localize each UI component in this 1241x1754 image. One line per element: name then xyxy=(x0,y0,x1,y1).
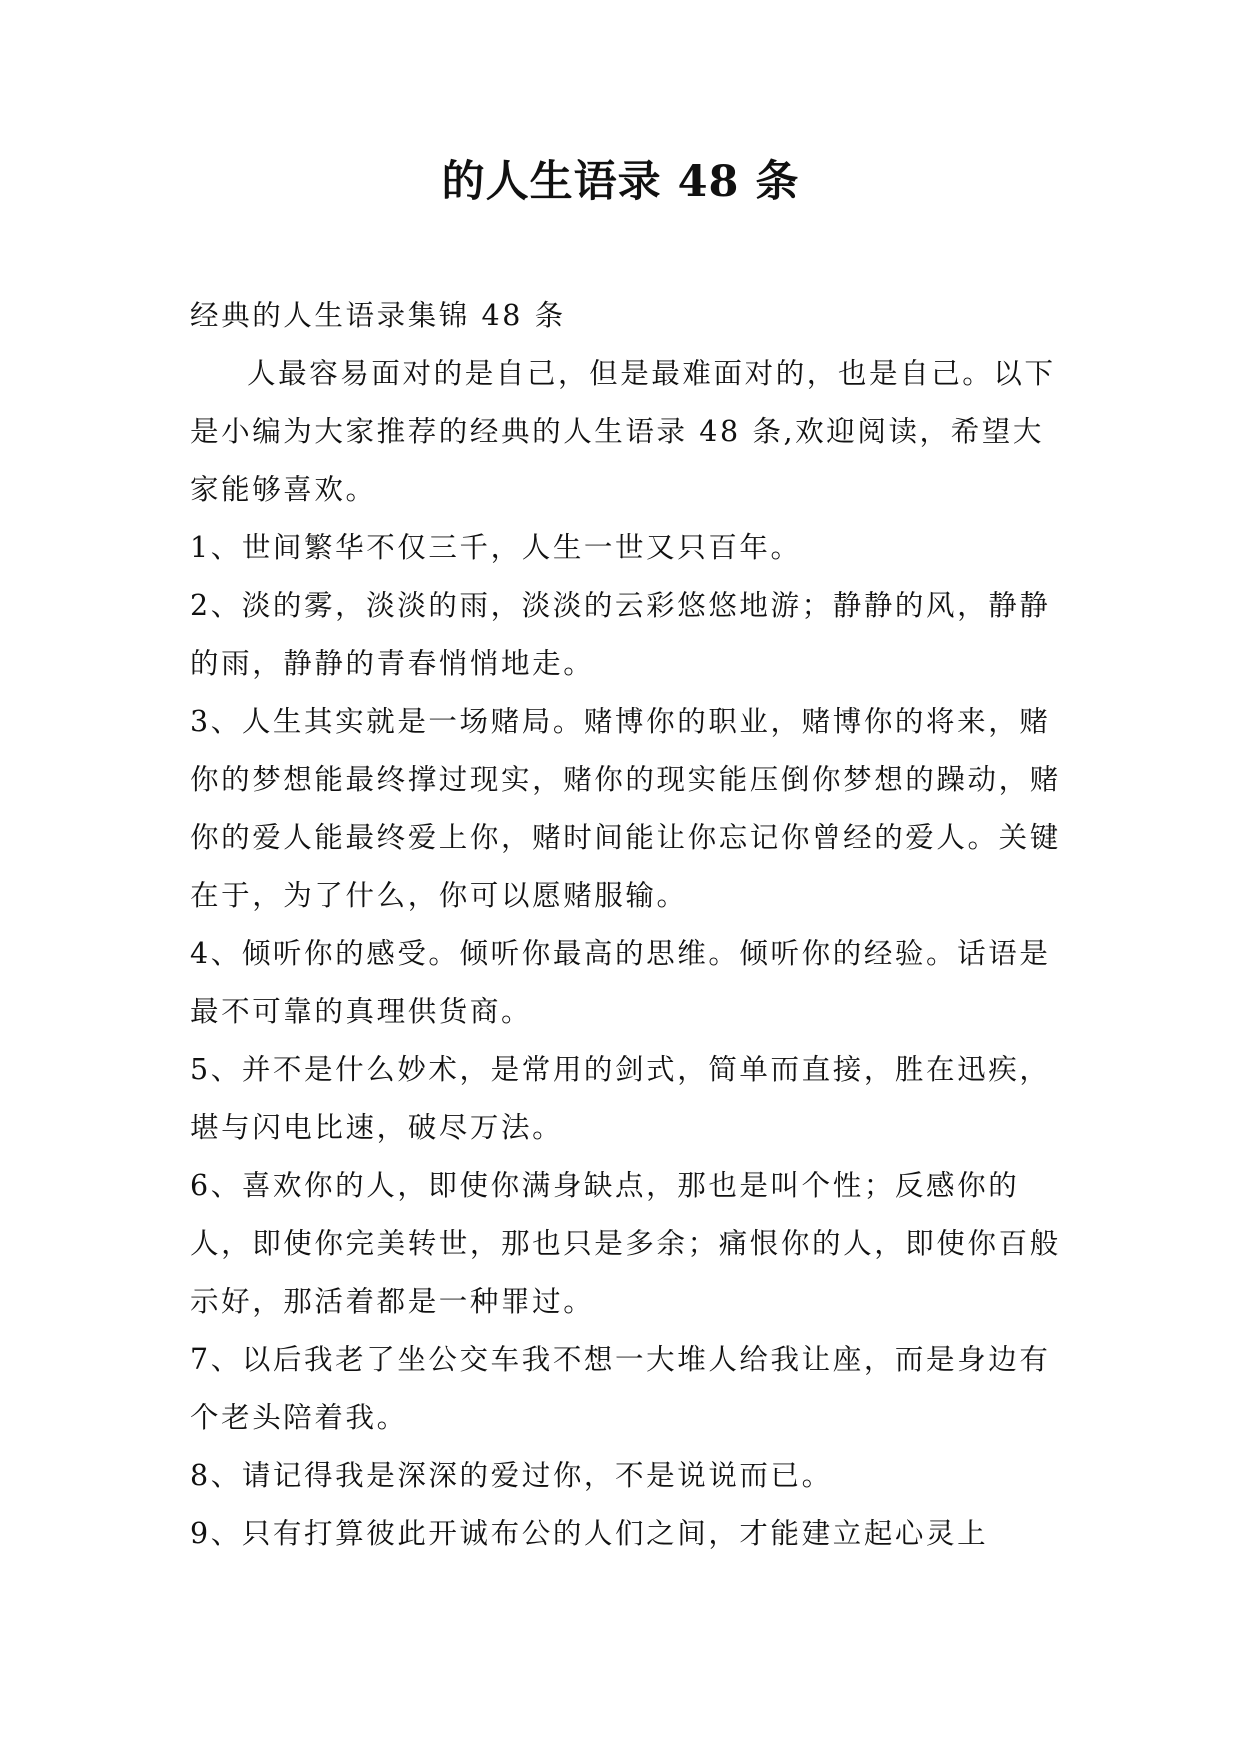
quote-item-2: 2、淡的雾，淡淡的雨，淡淡的云彩悠悠地游；静静的风，静静的雨，静静的青春悄悄地走。 xyxy=(190,589,1051,680)
quote-item-3: 3、人生其实就是一场赌局。赌博你的职业，赌博你的将来，赌你的梦想能最终撑过现实，赌你的现实能压倒你梦想的躁动，赌你的爱人能最终爱上你，赌时间能让你忘记你曾经的爱人。关键在于，为了什么，你可以愿赌服输。 xyxy=(190,705,1061,912)
document-subtitle: 经典的人生语录集锦 48 条 xyxy=(190,299,566,332)
quote-item-4: 4、倾听你的感受。倾听你最高的思维。倾听你的经验。话语是最不可靠的真理供货商。 xyxy=(190,937,1051,1028)
quote-item-8: 8、请记得我是深深的爱过你，不是说说而已。 xyxy=(190,1459,833,1492)
quote-item-7: 7、以后我老了坐公交车我不想一大堆人给我让座，而是身边有个老头陪着我。 xyxy=(190,1343,1051,1434)
document-body xyxy=(190,287,1070,1563)
intro-paragraph: 人最容易面对的是自己，但是最难面对的，也是自己。以下是小编为大家推荐的经典的人生语录 48 条,欢迎阅读，希望大家能够喜欢。 xyxy=(190,357,1056,506)
quote-item-5: 5、并不是什么妙术，是常用的剑式，简单而直接，胜在迅疾，堪与闪电比速，破尽万法。 xyxy=(190,1053,1051,1144)
document-title: 的人生语录 48 条 xyxy=(441,157,800,207)
quote-item-6: 6、喜欢你的人，即使你满身缺点，那也是叫个性；反感你的人，即使你完美转世，那也只是多余；痛恨你的人，即使你百般示好，那活着都是一种罪过。 xyxy=(190,1169,1061,1318)
quote-item-9: 9、只有打算彼此开诚布公的人们之间，才能建立起心灵上 xyxy=(190,1517,989,1550)
quote-item-1: 1、世间繁华不仅三千，人生一世又只百年。 xyxy=(190,531,802,564)
